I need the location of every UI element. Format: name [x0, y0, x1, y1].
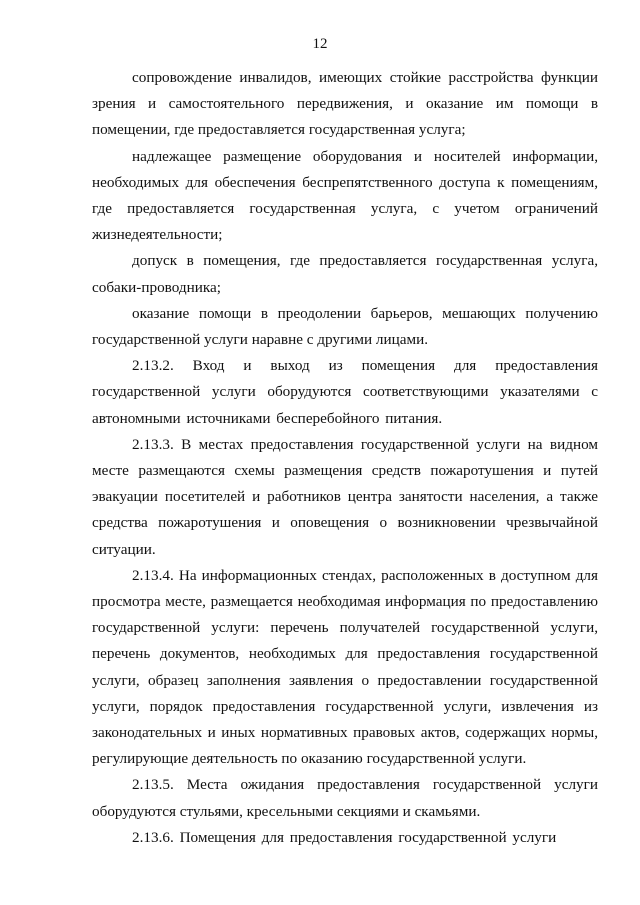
- paragraph-equipment-placement: надлежащее размещение оборудования и носителей информации, необходимых для обеспечения беспрепятственного доступа к помещениям, где предоставляется государственная услуга, с учетом ограничений жизнедеятельности;: [92, 147, 598, 244]
- paragraph-2-13-3: 2.13.3. В местах предоставления государственной услуги на видном месте размещаются схемы размещения средств пожаротушения и путей эвакуации посетителей и работников центра занятости населения, а также средства пожаротушения и оповещения о возникновении чрезвычайной ситуации.: [92, 435, 598, 558]
- paragraph-2-13-6: 2.13.6. Помещения для предоставления государственной услуги: [132, 828, 557, 846]
- document-body: [92, 65, 598, 851]
- paragraph-barrier-assistance: оказание помощи в преодолении барьеров, мешающих получению государственной услуги наравне с другими лицами.: [92, 304, 598, 349]
- page-number: 12: [312, 36, 328, 52]
- paragraph-guide-dog-access: допуск в помещения, где предоставляется государственная услуга, собаки-проводника;: [92, 252, 598, 296]
- paragraph-2-13-2: 2.13.2. Вход и выход из помещения для предоставления государственной услуги оборудуются соответствующими указателями с автономными источниками бесперебойного питания.: [92, 357, 598, 427]
- paragraph-2-13-5: 2.13.5. Места ожидания предоставления государственной услуги оборудуются стульями, кресельными секциями и скамьями.: [92, 776, 598, 820]
- paragraph-escort-disabled: сопровождение инвалидов, имеющих стойкие расстройства функции зрения и самостоятельного передвижения, и оказание им помощи в помещении, где предоставляется государственная услуга;: [92, 69, 598, 139]
- paragraph-2-13-4: 2.13.4. На информационных стендах, расположенных в доступном для просмотра месте, размещается необходимая информация по предоставлению государственной услуги: перечень получателей государственной услуги, перечень документов, необходимых для предоставления государственной услуги, образец заполнения заявления о предоставлении государственной услуги, порядок предоставления государственной услуги, извлечения из законодательных и иных нормативных правовых актов, содержащих нормы, регулирующие деятельность по оказанию государственной услуги.: [92, 566, 598, 768]
